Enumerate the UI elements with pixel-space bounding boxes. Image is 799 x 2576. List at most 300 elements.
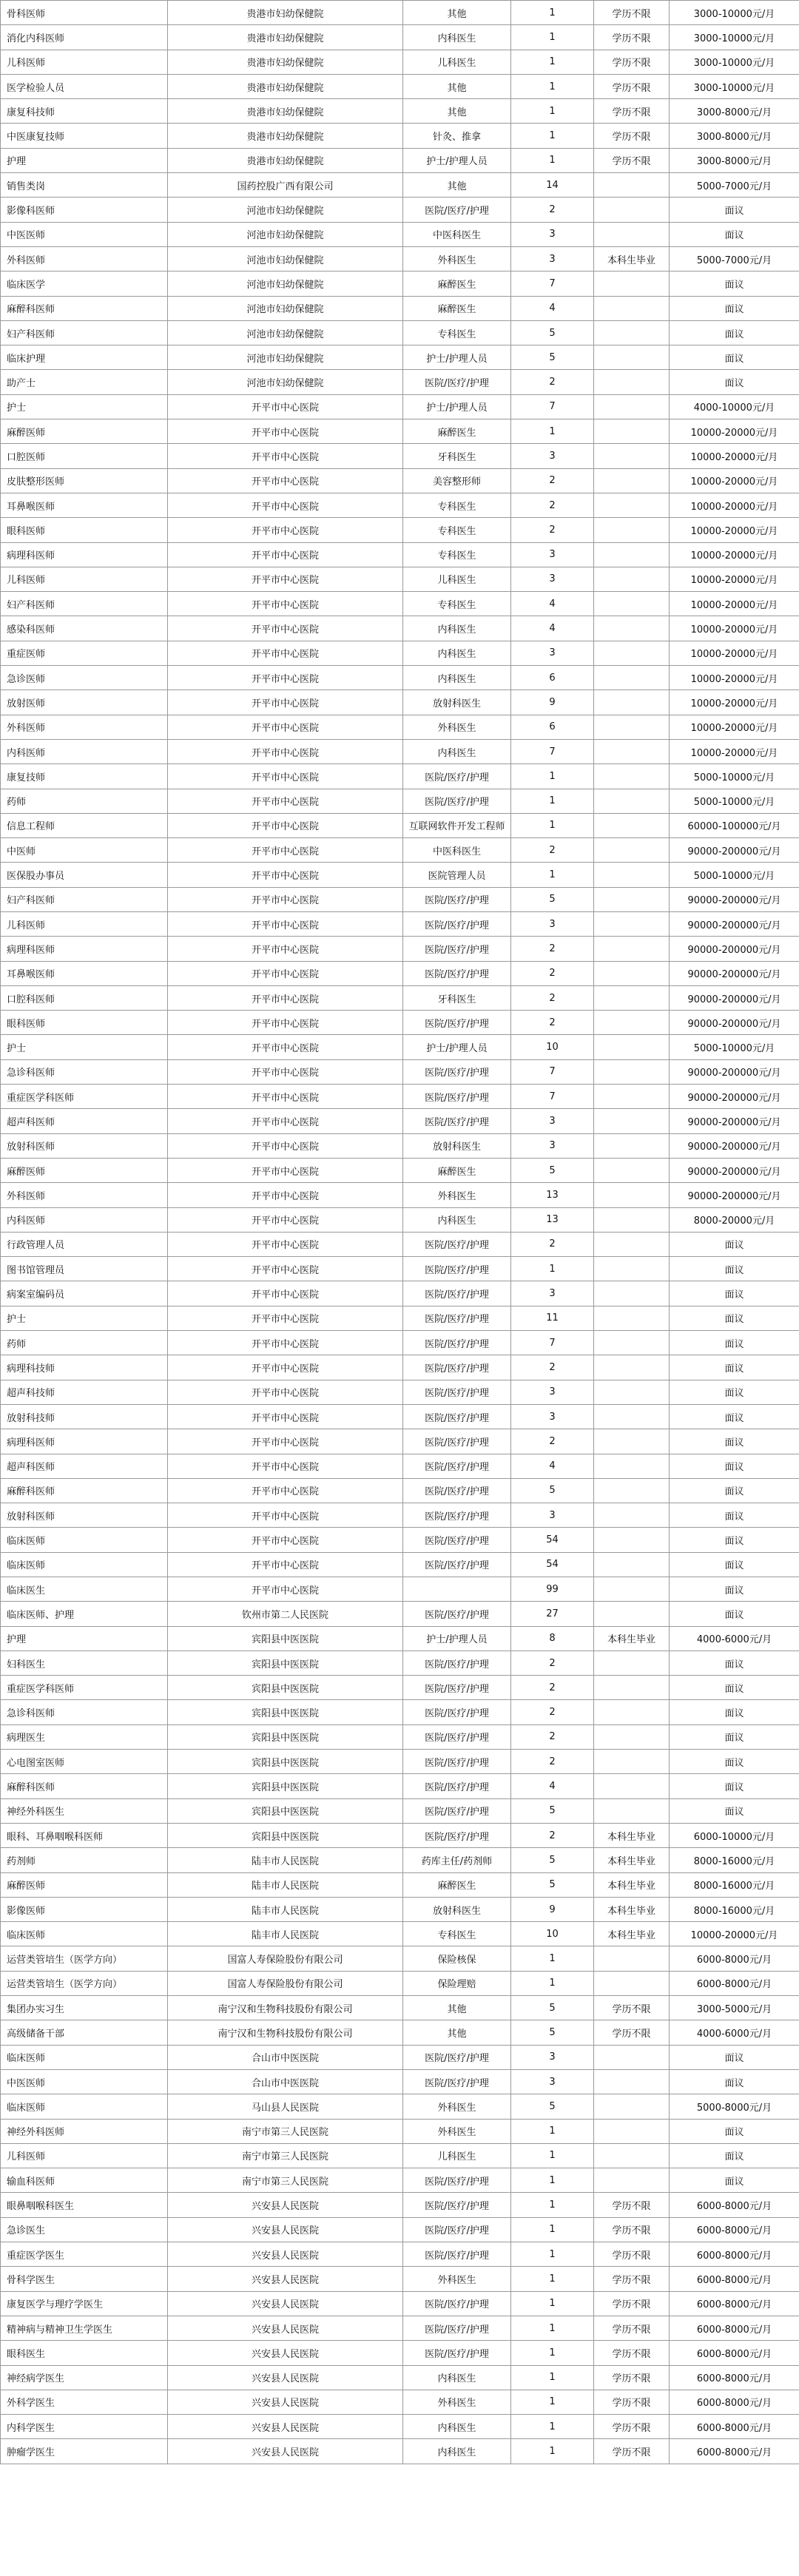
employer-cell: 陆丰市人民医院 [168,1848,403,1872]
table-row [1,493,799,517]
position-cell: 药师 [1,789,168,813]
salary-cell: 4000-6000元/月 [670,2020,799,2045]
education-cell [594,419,670,444]
headcount-cell: 3 [511,1109,594,1133]
table-row [1,1331,799,1355]
salary-cell: 90000-200000元/月 [670,1133,799,1158]
education-cell [594,911,670,936]
position-cell: 妇产科医师 [1,887,168,911]
headcount-cell: 1 [511,2316,594,2340]
employer-cell: 宾阳县中医医院 [168,1798,403,1823]
education-cell: 学历不限 [594,2365,670,2390]
category-cell: 其他 [403,99,511,124]
category-cell: 医院/医疗/护理 [403,1257,511,1281]
table-row [1,739,799,763]
category-cell: 医院/医疗/护理 [403,961,511,985]
salary-cell: 90000-200000元/月 [670,937,799,961]
employer-cell: 兴安县人民医院 [168,2316,403,2340]
salary-cell: 10000-20000元/月 [670,641,799,665]
headcount-cell: 1 [511,813,594,837]
headcount-cell: 6 [511,715,594,739]
position-cell: 超声科医师 [1,1454,168,1478]
education-cell [594,666,670,690]
table-row [1,1577,799,1602]
category-cell: 麻醉医生 [403,419,511,444]
table-row [1,1848,799,1872]
position-cell: 输血科医师 [1,2168,168,2193]
category-cell: 医院/医疗/护理 [403,2217,511,2242]
employer-cell: 开平市中心医院 [168,911,403,936]
education-cell [594,394,670,419]
education-cell [594,1133,670,1158]
table-row [1,2341,799,2365]
table-row [1,2143,799,2168]
category-cell [403,1577,511,1602]
education-cell [594,1380,670,1404]
headcount-cell: 3 [511,444,594,468]
headcount-cell: 2 [511,937,594,961]
headcount-cell: 3 [511,641,594,665]
salary-cell: 面议 [670,1750,799,1774]
category-cell: 护士/护理人员 [403,1035,511,1059]
education-cell: 学历不限 [594,2439,670,2464]
education-cell [594,173,670,198]
headcount-cell: 3 [511,1503,594,1528]
headcount-cell: 2 [511,198,594,222]
category-cell: 儿科医生 [403,567,511,591]
employer-cell: 开平市中心医院 [168,1183,403,1207]
position-cell: 眼科医生 [1,2341,168,2365]
employer-cell: 河池市妇幼保健院 [168,370,403,394]
education-cell [594,2094,670,2119]
position-cell: 临床医师 [1,2094,168,2119]
position-cell: 病理科医师 [1,937,168,961]
table-row [1,1996,799,2020]
table-row [1,1207,799,1232]
position-cell: 病理科医师 [1,542,168,567]
employer-cell: 开平市中心医院 [168,1355,403,1380]
headcount-cell: 1 [511,764,594,789]
salary-cell: 3000-10000元/月 [670,74,799,98]
table-row [1,2291,799,2316]
salary-cell: 3000-8000元/月 [670,99,799,124]
table-row [1,715,799,739]
employer-cell: 开平市中心医院 [168,394,403,419]
salary-cell: 6000-8000元/月 [670,2242,799,2267]
headcount-cell: 8 [511,1626,594,1651]
employer-cell: 开平市中心医院 [168,493,403,517]
employer-cell: 河池市妇幼保健院 [168,222,403,246]
headcount-cell: 3 [511,2069,594,2094]
position-cell: 临床医师 [1,2045,168,2069]
headcount-cell: 1 [511,2168,594,2193]
table-row [1,1478,799,1503]
salary-cell: 面议 [670,1528,799,1552]
salary-cell: 面议 [670,320,799,345]
category-cell: 内科医生 [403,666,511,690]
category-cell: 医院/医疗/护理 [403,1404,511,1429]
employer-cell: 贵港市妇幼保健院 [168,74,403,98]
position-cell: 儿科医师 [1,2143,168,2168]
position-cell: 皮肤整形医师 [1,468,168,493]
education-cell [594,1207,670,1232]
education-cell [594,1059,670,1084]
salary-cell: 6000-8000元/月 [670,2415,799,2439]
category-cell: 医院/医疗/护理 [403,1798,511,1823]
employer-cell: 开平市中心医院 [168,1035,403,1059]
table-row [1,2365,799,2390]
category-cell: 保险核保 [403,1946,511,1971]
table-row [1,616,799,641]
salary-cell: 90000-200000元/月 [670,1085,799,1109]
education-cell: 学历不限 [594,2193,670,2217]
salary-cell: 8000-16000元/月 [670,1897,799,1921]
employer-cell: 开平市中心医院 [168,444,403,468]
salary-cell: 4000-6000元/月 [670,1626,799,1651]
employer-cell: 河池市妇幼保健院 [168,320,403,345]
employer-cell: 开平市中心医院 [168,764,403,789]
employer-cell: 河池市妇幼保健院 [168,246,403,271]
table-row [1,1380,799,1404]
position-cell: 眼科、耳鼻咽喉科医师 [1,1823,168,1847]
salary-cell: 面议 [670,1331,799,1355]
category-cell: 医院/医疗/护理 [403,370,511,394]
salary-cell: 4000-10000元/月 [670,394,799,419]
headcount-cell: 2 [511,1823,594,1847]
headcount-cell: 2 [511,1232,594,1256]
education-cell [594,641,670,665]
table-row [1,1133,799,1158]
employer-cell: 开平市中心医院 [168,1331,403,1355]
category-cell: 其他 [403,74,511,98]
table-row [1,1528,799,1552]
table-row [1,1750,799,1774]
education-cell [594,789,670,813]
salary-cell: 10000-20000元/月 [670,493,799,517]
education-cell [594,1478,670,1503]
table-row [1,592,799,616]
education-cell: 学历不限 [594,2291,670,2316]
table-row [1,1281,799,1306]
employer-cell: 宾阳县中医医院 [168,1700,403,1724]
salary-cell: 面议 [670,1676,799,1700]
category-cell: 医院/医疗/护理 [403,1750,511,1774]
salary-cell: 90000-200000元/月 [670,1158,799,1182]
table-row [1,1724,799,1749]
position-cell: 集团办实习生 [1,1996,168,2020]
category-cell: 医院/医疗/护理 [403,1823,511,1847]
table-row [1,468,799,493]
education-cell [594,1331,670,1355]
position-cell: 图书馆管理员 [1,1257,168,1281]
education-cell [594,542,670,567]
position-cell: 眼科医师 [1,518,168,542]
headcount-cell: 4 [511,1454,594,1478]
employer-cell: 贵港市妇幼保健院 [168,99,403,124]
position-cell: 中医师 [1,838,168,863]
headcount-cell: 1 [511,74,594,98]
education-cell [594,2143,670,2168]
table-row [1,518,799,542]
salary-cell: 面议 [670,1454,799,1478]
salary-cell: 面议 [670,345,799,370]
education-cell [594,1306,670,1330]
table-row [1,25,799,50]
employer-cell: 开平市中心医院 [168,1109,403,1133]
education-cell [594,1676,670,1700]
position-cell: 超声科技师 [1,1380,168,1404]
table-row [1,246,799,271]
table-row [1,1454,799,1478]
position-cell: 肿瘤学医生 [1,2439,168,2464]
salary-cell: 面议 [670,1478,799,1503]
category-cell: 外科医生 [403,1183,511,1207]
position-cell: 感染科医师 [1,616,168,641]
salary-cell: 6000-8000元/月 [670,2291,799,2316]
education-cell [594,1183,670,1207]
employer-cell: 开平市中心医院 [168,518,403,542]
position-cell: 临床医生 [1,1577,168,1602]
position-cell: 高级储备干部 [1,2020,168,2045]
category-cell: 医院/医疗/护理 [403,2045,511,2069]
employer-cell: 开平市中心医院 [168,789,403,813]
table-row [1,1651,799,1675]
salary-cell: 面议 [670,198,799,222]
headcount-cell: 9 [511,690,594,715]
headcount-cell: 2 [511,961,594,985]
education-cell [594,887,670,911]
category-cell: 护士/护理人员 [403,148,511,172]
table-row [1,838,799,863]
salary-cell: 面议 [670,1798,799,1823]
salary-cell: 面议 [670,2045,799,2069]
position-cell: 内科学医生 [1,2415,168,2439]
headcount-cell: 5 [511,1478,594,1503]
position-cell: 麻醉科医师 [1,1774,168,1798]
category-cell: 内科医生 [403,25,511,50]
education-cell: 本科生毕业 [594,1823,670,1847]
headcount-cell: 2 [511,518,594,542]
category-cell: 医院/医疗/护理 [403,198,511,222]
employer-cell: 开平市中心医院 [168,813,403,837]
salary-cell: 5000-7000元/月 [670,173,799,198]
employer-cell: 兴安县人民医院 [168,2217,403,2242]
category-cell: 医院/医疗/护理 [403,1085,511,1109]
education-cell: 学历不限 [594,2415,670,2439]
headcount-cell: 1 [511,2341,594,2365]
education-cell: 学历不限 [594,25,670,50]
headcount-cell: 10 [511,1035,594,1059]
salary-cell: 90000-200000元/月 [670,838,799,863]
headcount-cell: 3 [511,246,594,271]
salary-cell: 10000-20000元/月 [670,715,799,739]
table-row [1,666,799,690]
position-cell: 急诊科医师 [1,1700,168,1724]
position-cell: 中医医师 [1,2069,168,2094]
salary-cell: 面议 [670,1380,799,1404]
employer-cell: 贵港市妇幼保健院 [168,25,403,50]
headcount-cell: 5 [511,1158,594,1182]
position-cell: 口腔医师 [1,444,168,468]
employer-cell: 兴安县人民医院 [168,2341,403,2365]
table-row [1,2045,799,2069]
category-cell: 护士/护理人员 [403,394,511,419]
position-cell: 外科学医生 [1,2390,168,2414]
position-cell: 重症医学科医师 [1,1676,168,1700]
salary-cell: 面议 [670,2069,799,2094]
salary-cell: 面议 [670,1404,799,1429]
salary-cell: 6000-8000元/月 [670,2193,799,2217]
employer-cell: 马山县人民医院 [168,2094,403,2119]
category-cell: 其他 [403,1996,511,2020]
headcount-cell: 1 [511,148,594,172]
table-row [1,2415,799,2439]
position-cell: 妇科医生 [1,1651,168,1675]
education-cell [594,1085,670,1109]
position-cell: 康复科技师 [1,99,168,124]
employer-cell: 开平市中心医院 [168,985,403,1010]
position-cell: 外科医师 [1,1183,168,1207]
category-cell: 内科医生 [403,1207,511,1232]
category-cell: 医院/医疗/护理 [403,1380,511,1404]
headcount-cell: 2 [511,1700,594,1724]
education-cell [594,2069,670,2094]
headcount-cell: 54 [511,1552,594,1577]
employer-cell: 开平市中心医院 [168,641,403,665]
education-cell [594,961,670,985]
position-cell: 临床医师 [1,1922,168,1946]
table-row [1,1971,799,1995]
education-cell [594,1035,670,1059]
education-cell [594,2168,670,2193]
headcount-cell: 1 [511,2291,594,2316]
position-cell: 妇产科医师 [1,320,168,345]
category-cell: 外科医生 [403,246,511,271]
position-cell: 病理医生 [1,1724,168,1749]
salary-cell: 10000-20000元/月 [670,616,799,641]
headcount-cell: 3 [511,1380,594,1404]
employer-cell: 南宁汉和生物科技股份有限公司 [168,1996,403,2020]
position-cell: 护理 [1,148,168,172]
headcount-cell: 3 [511,222,594,246]
salary-cell: 面议 [670,272,799,296]
salary-cell: 6000-8000元/月 [670,2390,799,2414]
salary-cell: 面议 [670,370,799,394]
category-cell: 互联网软件开发工程师 [403,813,511,837]
salary-cell: 90000-200000元/月 [670,1059,799,1084]
education-cell [594,1109,670,1133]
education-cell [594,1552,670,1577]
headcount-cell: 1 [511,50,594,74]
education-cell [594,592,670,616]
education-cell [594,2119,670,2143]
table-row [1,641,799,665]
salary-cell: 8000-16000元/月 [670,1872,799,1897]
headcount-cell: 1 [511,863,594,887]
education-cell: 学历不限 [594,2242,670,2267]
employer-cell: 河池市妇幼保健院 [168,272,403,296]
position-cell: 口腔科医师 [1,985,168,1010]
position-cell: 儿科医师 [1,567,168,591]
education-cell [594,518,670,542]
position-cell: 眼鼻咽喉科医生 [1,2193,168,2217]
salary-cell: 90000-200000元/月 [670,887,799,911]
category-cell: 美容整形师 [403,468,511,493]
category-cell: 医院/医疗/护理 [403,1454,511,1478]
table-row [1,911,799,936]
table-row [1,148,799,172]
table-row [1,1429,799,1454]
table-row [1,764,799,789]
headcount-cell: 7 [511,739,594,763]
employer-cell: 开平市中心医院 [168,419,403,444]
headcount-cell: 1 [511,2439,594,2464]
table-row [1,1872,799,1897]
employer-cell: 兴安县人民医院 [168,2439,403,2464]
headcount-cell: 6 [511,666,594,690]
position-cell: 骨科学医生 [1,2267,168,2291]
position-cell: 护理 [1,1626,168,1651]
headcount-cell: 2 [511,1750,594,1774]
education-cell [594,1651,670,1675]
headcount-cell: 1 [511,1,594,25]
headcount-cell: 5 [511,1996,594,2020]
table-row [1,222,799,246]
table-row [1,1602,799,1626]
employer-cell: 宾阳县中医医院 [168,1676,403,1700]
category-cell: 外科医生 [403,2267,511,2291]
employer-cell: 宾阳县中医医院 [168,1774,403,1798]
headcount-cell: 5 [511,1798,594,1823]
employer-cell: 开平市中心医院 [168,838,403,863]
headcount-cell: 2 [511,985,594,1010]
salary-cell: 面议 [670,2119,799,2143]
headcount-cell: 13 [511,1183,594,1207]
employer-cell: 开平市中心医院 [168,666,403,690]
education-cell [594,493,670,517]
table-row [1,1552,799,1577]
category-cell: 放射科医生 [403,1133,511,1158]
headcount-cell: 1 [511,99,594,124]
category-cell: 其他 [403,2020,511,2045]
salary-cell: 10000-20000元/月 [670,468,799,493]
employer-cell: 兴安县人民医院 [168,2390,403,2414]
headcount-cell: 2 [511,1651,594,1675]
position-cell: 临床医师、护理 [1,1602,168,1626]
headcount-cell: 2 [511,493,594,517]
headcount-cell: 14 [511,173,594,198]
category-cell: 其他 [403,1,511,25]
headcount-cell: 2 [511,1676,594,1700]
table-row [1,937,799,961]
salary-cell: 8000-20000元/月 [670,1207,799,1232]
category-cell: 医院/医疗/护理 [403,1331,511,1355]
education-cell: 学历不限 [594,2341,670,2365]
employer-cell: 开平市中心医院 [168,1059,403,1084]
category-cell: 麻醉医生 [403,296,511,320]
education-cell [594,222,670,246]
category-cell: 医院/医疗/护理 [403,1651,511,1675]
headcount-cell: 1 [511,2267,594,2291]
salary-cell: 3000-8000元/月 [670,124,799,148]
education-cell [594,320,670,345]
education-cell [594,1011,670,1035]
education-cell [594,1404,670,1429]
education-cell [594,2045,670,2069]
employer-cell: 宾阳县中医医院 [168,1724,403,1749]
category-cell: 针灸、推拿 [403,124,511,148]
position-cell: 病案室编码员 [1,1281,168,1306]
